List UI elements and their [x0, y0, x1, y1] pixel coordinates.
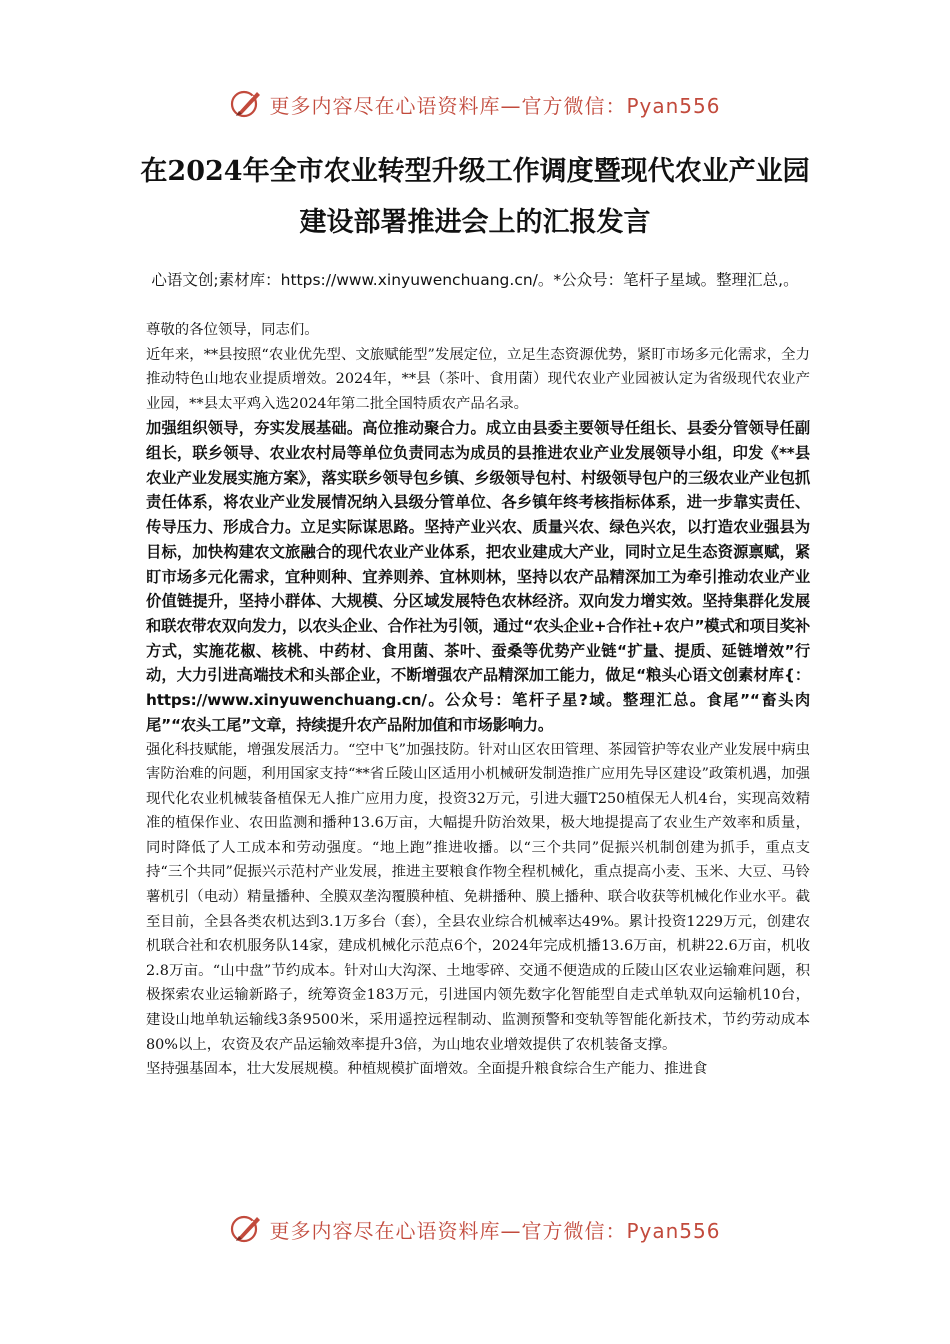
technology-paragraph: 强化科技赋能，增强发展活力。“空中飞”加强技防。针对山区农田管理、茶园管护等农业产业发展中病虫害防治难的问题，利用国家支持“**省丘陵山区适用小机械研发制造推广应用先导区建设”政策机遇，加强现代化农业机械装备植保无人推广应用力度，投资32万元，引进大疆T250植保无人机4台，实现高效精准的植保作业、农田监测和播种13.6万亩，大幅提升防治效果，极大地提提高了农业生产效率和质量，同时降低了人工成本和劳动强度。“地上跑”推进收播。以“三个共同”促振兴机制创建为抓手，重点支持“三个共同”促振兴示范村产业发展，推进主要粮食作物全程机械化，重点提高小麦、玉米、大豆、马铃薯机引（电动）精量播种、全膜双垄沟覆膜种植、免耕播种、膜上播种、联合收获等机械化作业水平。截至目前，全县各类农机达到3.1万多台（套），全县农业综合机械率达49%。累计投资1229万元，创建农机联合社和农机服务队14家，建成机械化示范点6个，2024年完成机播13.6万亩，机耕22.6万亩，机收2.8万亩。“山中盘”节约成本。针对山大沟深、土地零碎、交通不便造成的丘陵山区农业运输难问题，积极探索农业运输新路子，统筹资金183万元，引进国内领先数字化智能型自走式单轨双向运输机10台，建设山地单轨运输线3条9500米，采用遥控远程制动、监测预警和变轨等智能化新技术，节约劳动成本80%以上，农资及农产品运输效率提升3倍，为山地农业增效提供了农机装备支撑。: [146, 741, 810, 1053]
organization-paragraph: 加强组织领导，夯实发展基础。高位推动聚合力。成立由县委主要领导任组长、县委分管领导任副组长，联乡领导、农业农村局等单位负责同志为成员的县推进农业产业发展领导小组，印发《**县农业产业发展实施方案》，落实联乡领导包乡镇、乡级领导包村、村级领导包户的三级农业产业包抓责任体系，将农业产业发展情况纳入县级分管单位、各乡镇年终考核指标体系，进一步靠实责任、传导压力、形成合力。立足实际谋思路。坚持产业兴农、质量兴农、绿色兴农，以打造农业强县为目标，加快构建农文旅融合的现代农业产业体系，把农业建成大产业，同时立足生态资源禀赋，紧盯市场多元化需求，宜种则种、宜养则养、宜林则林，坚持以农产品精深加工为牵引推动农业产业价值链提升，坚持小群体、大规模、分区域发展特色农林经济。双向发力增实效。坚持集群化发展和联农带农双向发力，以农头企业、合作社为引领，通过“农头企业+合作社+农户”模式和项目奖补方式，实施花椒、核桃、中药材、食用菌、茶叶、蚕桑等优势产业链“扩量、提质、延链增效”行动，大力引进高端技术和头部企业，不断增强农产品精深加工能力，做足“粮头心语文创素材库{：https://www.xinyuwenchuang.cn/。公众号：笔杆子星?域。整理汇总。食尾”“畜头肉尾”“农头工尾”文章，持续提升农产品附加值和市场影响力。: [146, 419, 810, 734]
banner-text: 更多内容尽在心语资料库—官方微信：Pyan556: [269, 93, 721, 118]
footer-banner: [0, 1207, 950, 1251]
scale-paragraph: 坚持强基固本，壮大发展规模。种植规模扩面增效。全面提升粮食综合生产能力、推进食: [146, 1061, 708, 1078]
header-banner: [0, 82, 950, 126]
document-title: 在2024年全市农业转型升级工作调度暨现代农业产业园建设部署推进会上的汇报发言: [140, 156, 810, 238]
intro-paragraph: 近年来，**县按照“农业优先型、文旅赋能型”发展定位，立足生态资源优势，紧盯市场多元化需求，全力推动特色山地农业提质增效。2024年，**县（茶叶、食用菌）现代农业产业园被认定为省级现代农业产业园，**县太平鸡入选2024年第二批全国特质农产品名录。: [146, 346, 810, 412]
quill-pen-logo-icon: [229, 1212, 263, 1246]
greeting-paragraph: 尊敬的各位领导，同志们。: [146, 322, 319, 338]
banner-text: 更多内容尽在心语资料库—官方微信：Pyan556: [269, 1218, 721, 1243]
document-body: [146, 318, 810, 1082]
quill-pen-logo-icon: [229, 87, 263, 121]
source-line: 心语文创;素材库：https://www.xinyuwenchuang.cn/。*公众号：笔杆子星域。整理汇总,。: [151, 271, 799, 289]
